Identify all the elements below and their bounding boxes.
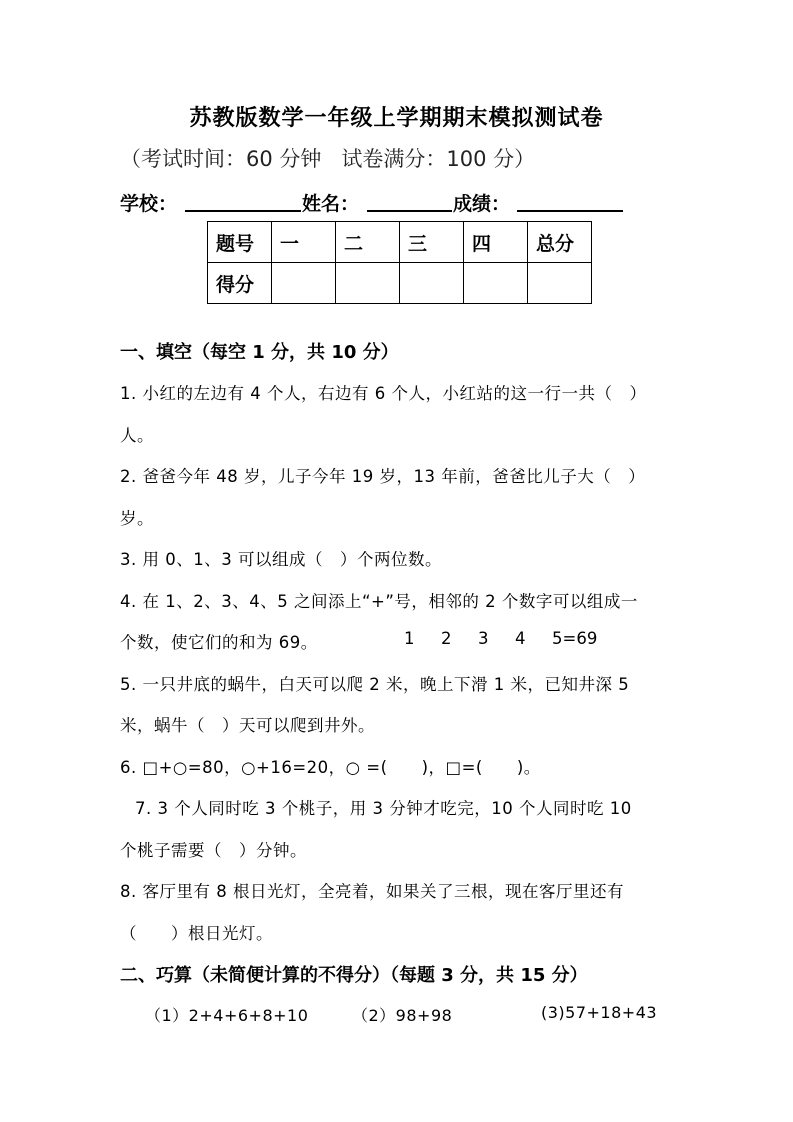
question-line: 6. □+○=80，○+16=20，○ =( )，□=( )。 (120, 758, 541, 777)
exam-time: （考试时间：60 分钟 (120, 147, 322, 171)
table-cell: 得分 (208, 263, 272, 304)
score-table-header-row (208, 222, 592, 263)
score-cell[interactable] (464, 263, 528, 304)
sum-expression (404, 629, 597, 648)
table-cell: 题号 (208, 222, 272, 263)
sum-number: 2 (441, 629, 452, 648)
question-line: 人。 (120, 426, 154, 445)
score-cell[interactable] (528, 263, 592, 304)
calc-item: （2）98+98 (352, 1006, 453, 1025)
exam-subtitle (120, 143, 535, 173)
sum-number: 5=69 (552, 629, 598, 648)
grade-label: 成绩： (453, 193, 511, 215)
score-table (207, 221, 592, 304)
calc-item: (3)57+18+43 (541, 1003, 658, 1022)
school-label: 学校： (120, 193, 178, 215)
score-cell[interactable] (336, 263, 400, 304)
grade-blank[interactable] (517, 210, 623, 212)
question-line: 4. 在 1、2、3、4、5 之间添上“+”号，相邻的 2 个数字可以组成一 (120, 592, 638, 611)
score-cell[interactable] (272, 263, 336, 304)
sum-number: 4 (515, 629, 526, 648)
question-line: 8. 客厅里有 8 根日光灯，全亮着，如果关了三根，现在客厅里还有 (120, 882, 624, 901)
question-line: 岁。 (120, 509, 154, 528)
question-line: 米，蜗牛（ ）天可以爬到井外。 (120, 716, 375, 735)
exam-full-score: 试卷满分：100 分） (341, 147, 536, 171)
table-cell: 二 (336, 222, 400, 263)
question-line: 个数，使它们的和为 69。 (120, 633, 318, 652)
name-label: 姓名： (302, 193, 360, 215)
name-blank[interactable] (367, 210, 452, 212)
question-line: 7. 3 个人同时吃 3 个桃子，用 3 分钟才吃完，10 个人同时吃 10 (135, 799, 632, 818)
question-line: 3. 用 0、1、3 可以组成（ ）个两位数。 (120, 550, 442, 569)
sum-number: 3 (478, 629, 489, 648)
question-line: 2. 爸爸今年 48 岁，儿子今年 19 岁，13 年前，爸爸比儿子大（ ） (120, 467, 646, 486)
table-cell: 三 (400, 222, 464, 263)
table-cell: 一 (272, 222, 336, 263)
calc-item: （1）2+4+6+8+10 (145, 1006, 309, 1025)
sum-number: 1 (404, 629, 415, 648)
score-table-score-row (208, 263, 592, 304)
section-1-title: 一、填空（每空 1 分，共 10 分） (120, 342, 399, 363)
school-blank[interactable] (185, 210, 301, 212)
exam-title: 苏教版数学一年级上学期期末模拟测试卷 (189, 106, 604, 131)
score-cell[interactable] (400, 263, 464, 304)
table-cell: 四 (464, 222, 528, 263)
question-line: 1. 小红的左边有 4 个人，右边有 6 个人，小红站的这一行一共（ ） (120, 384, 647, 403)
table-cell: 总分 (528, 222, 592, 263)
section-2-title: 二、巧算（未简便计算的不得分）（每题 3 分，共 15 分） (120, 965, 588, 986)
question-line: 个桃子需要（ ）分钟。 (120, 841, 307, 860)
question-line: （ ）根日光灯。 (120, 924, 273, 943)
question-line: 5. 一只井底的蜗牛，白天可以爬 2 米，晚上下滑 1 米，已知井深 5 (120, 675, 630, 694)
